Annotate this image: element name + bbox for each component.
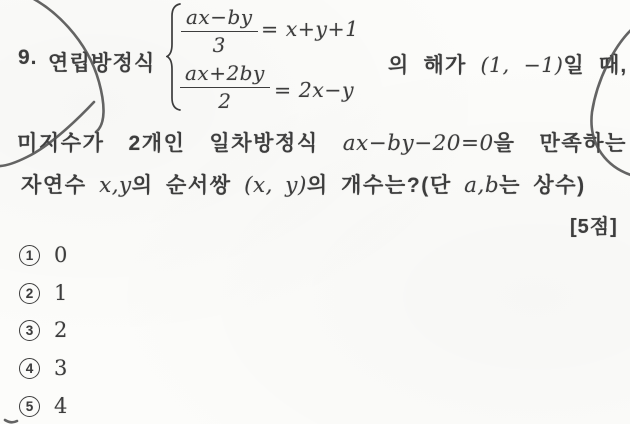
body2-ordered-pair: (x, y) [244,173,307,198]
condition-solution-pair: (1, −1) [480,53,564,77]
body1-text-suffix: 을 만족하는 [493,132,628,155]
option-value: 3 [54,356,68,380]
solution-condition [388,49,627,79]
condition-suffix: 일 때, [563,54,628,77]
question-intro: 연립방정식 [48,52,156,75]
question-body-line-2 [21,169,586,199]
body2-text-2: 의 순서쌍 [131,174,245,197]
equation-2-numerator: ax+2by [180,61,270,88]
equation-2-rhs: = 2x−y [274,78,355,102]
pen-stroke-bottom-left-speck [5,420,17,422]
body2-constants: a,b [464,173,500,198]
option-marker: 3 [19,320,40,341]
body1-linear-equation: ax−by−20=0 [342,131,494,156]
body2-variables: x,y [99,173,132,198]
question-body-line-1 [17,127,627,157]
answer-option-3 [19,318,67,342]
score-label: [5점] [570,216,618,238]
answer-option-1 [19,243,67,267]
equation-1-rhs: = x+y+1 [261,17,359,41]
option-marker: 1 [19,245,40,266]
equation-2-denominator: 2 [218,89,232,113]
condition-prefix: 의 해가 [388,54,481,77]
answer-option-5 [19,394,67,418]
option-marker: 4 [19,358,40,379]
option-marker: 5 [19,396,40,417]
option-marker: 2 [19,283,40,304]
body1-text-prefix: 미지수가 2개인 일차방정식 [17,132,343,155]
equation-1-numerator: ax−by [181,5,258,32]
option-value: 1 [54,281,68,305]
question-number: 9. [18,46,38,69]
body2-text-1: 자연수 [21,174,100,197]
equation-1-denominator: 3 [212,33,226,57]
option-value: 4 [54,394,68,418]
option-value: 0 [54,243,68,267]
answer-option-4 [19,356,67,380]
equation-1-fraction [181,5,258,57]
answer-option-2 [19,281,67,305]
equation-2-fraction [180,61,270,113]
body2-text-3: 의 개수는?(단 [306,174,465,197]
option-value: 2 [54,318,68,342]
body2-text-4: 는 상수) [499,174,586,197]
